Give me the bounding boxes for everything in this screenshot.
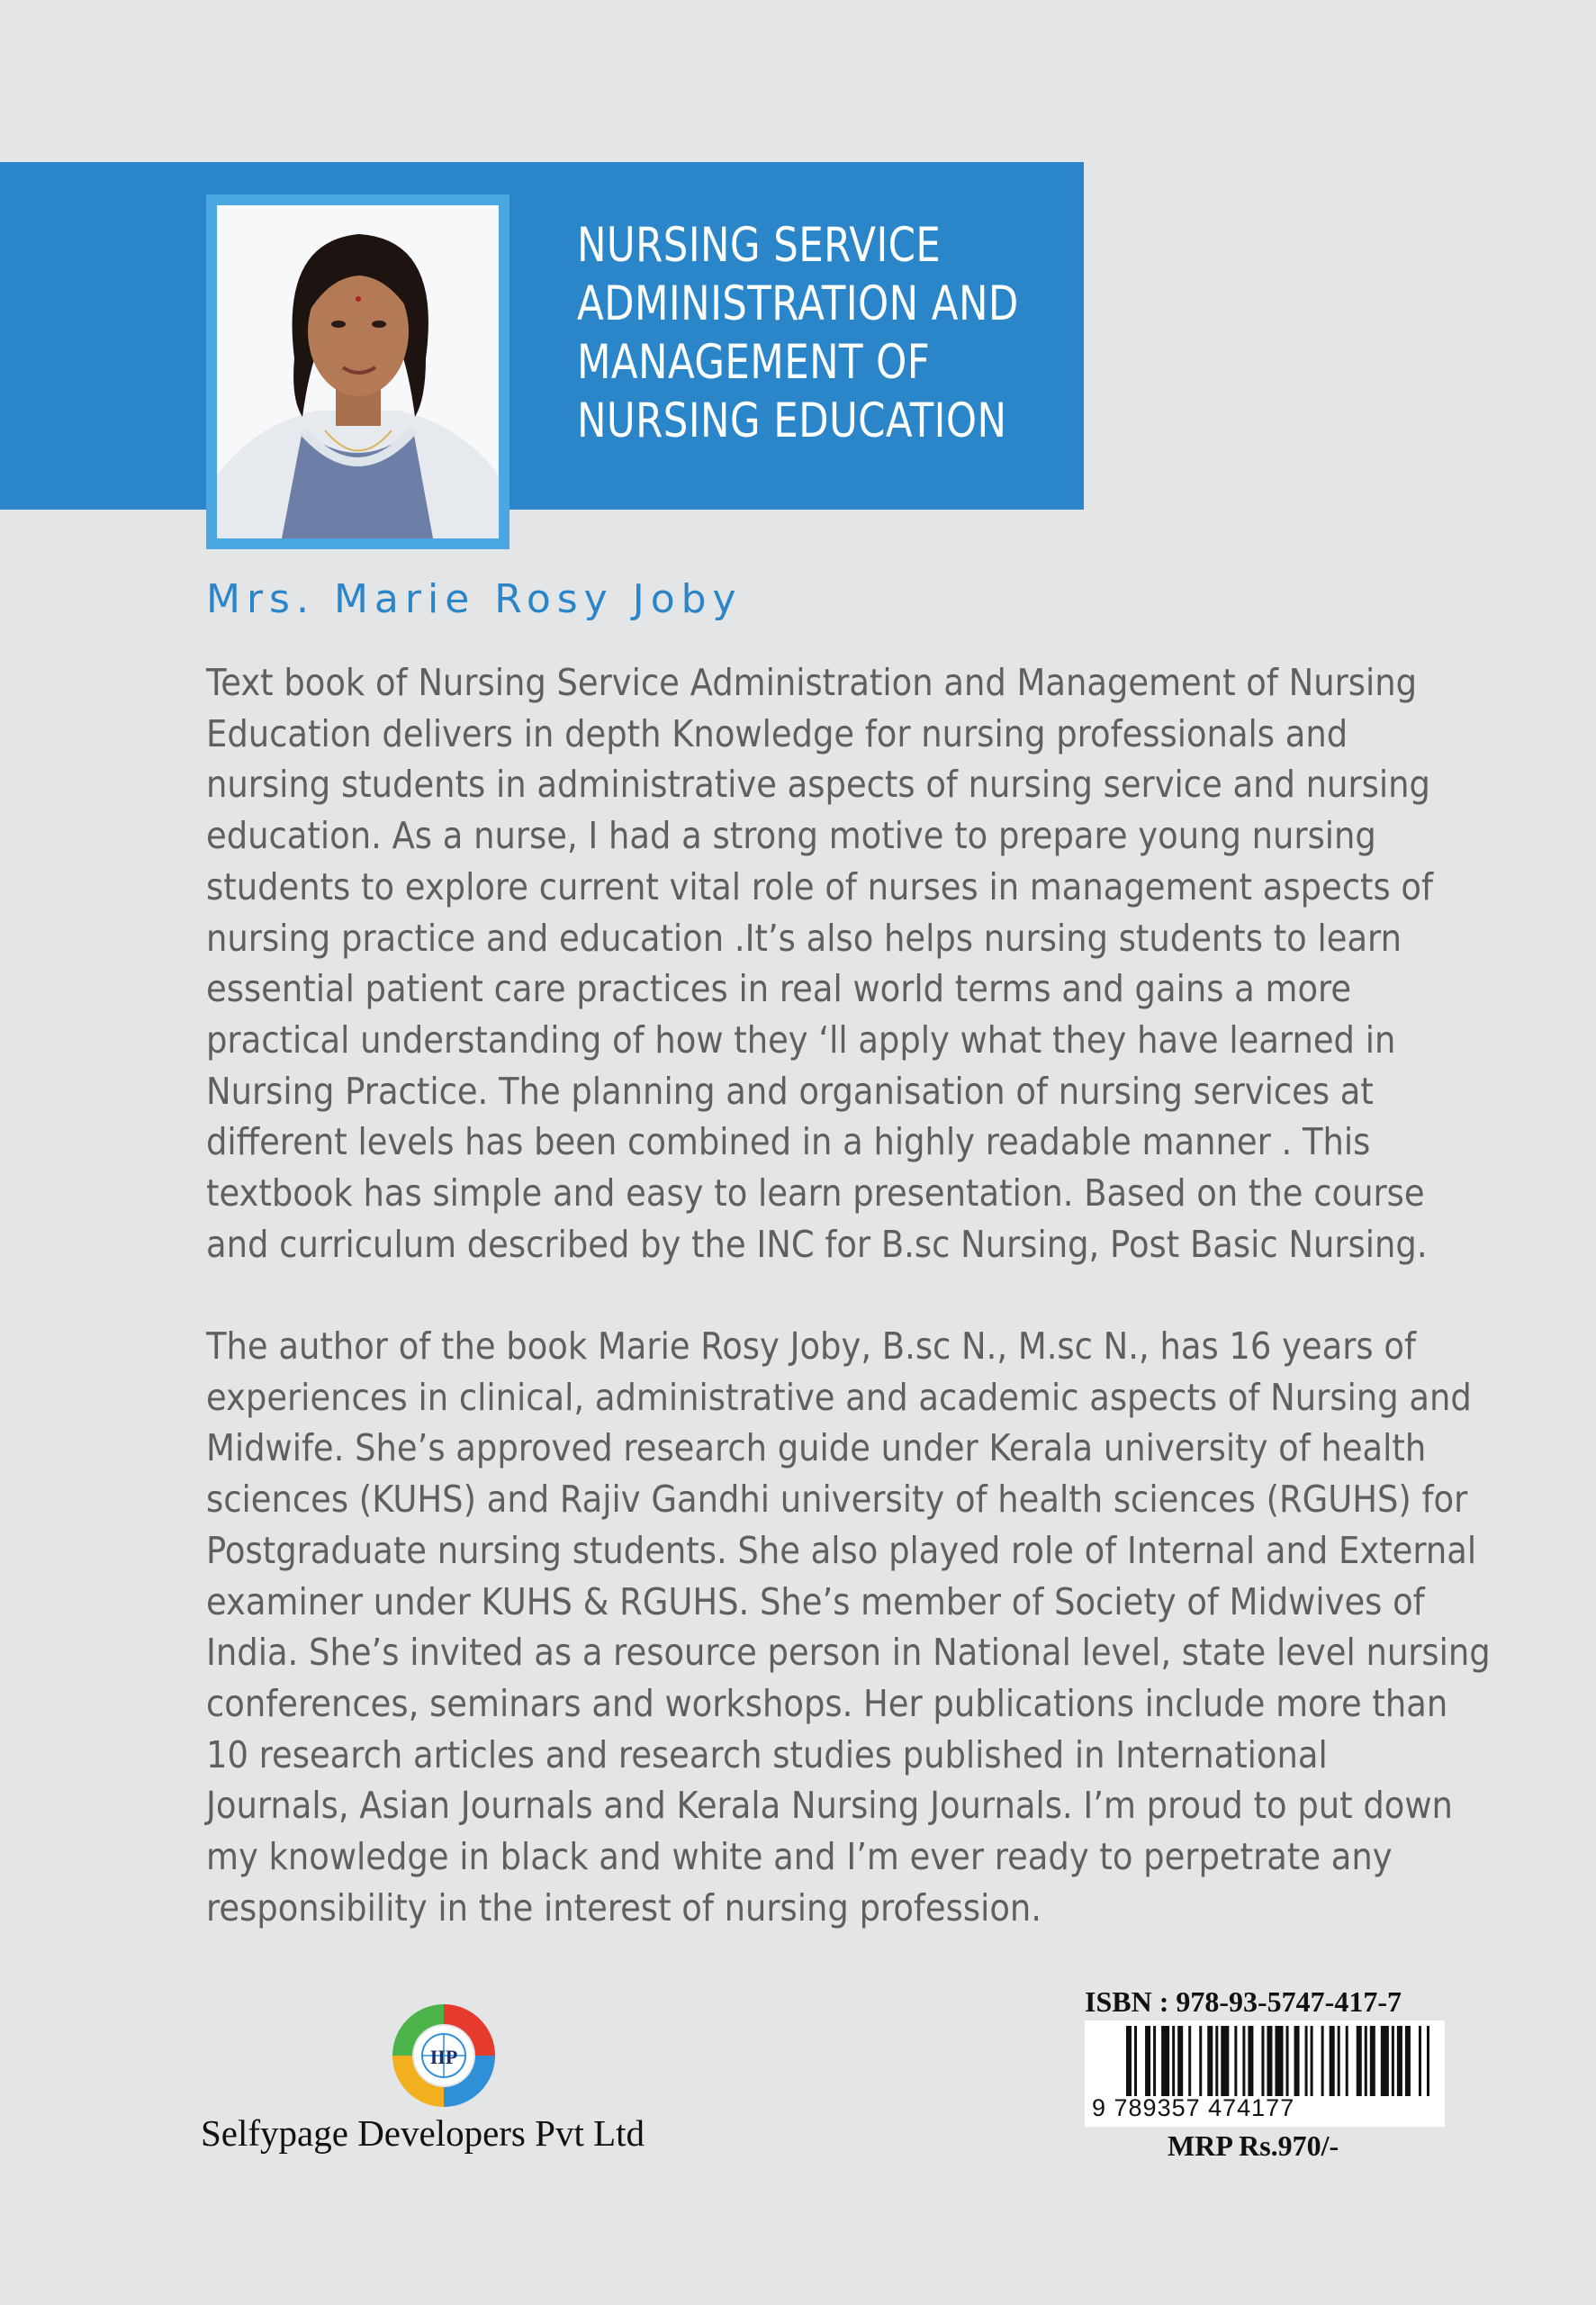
barcode-digits: 9 789357 474177 [1092, 2094, 1295, 2121]
bio-line: India. She’s invited as a resource person in National level, state level nursing [206, 1631, 1491, 1675]
author-portrait [217, 205, 499, 538]
barcode-bar [1161, 2026, 1169, 2096]
bio-line: Journals, Asian Journals and Kerala Nursing Journals. I’m proud to put down [206, 1784, 1453, 1828]
barcode-bar [1370, 2026, 1375, 2096]
book-title-line: NURSING EDUCATION [577, 393, 1007, 448]
barcode-bar [1357, 2026, 1362, 2096]
barcode-bar [1346, 2026, 1348, 2096]
bio-line: Postgraduate nursing students. She also played role of Internal and External [206, 1528, 1477, 1572]
isbn-label: ISBN : 978-93-5747-417-7 [1085, 1985, 1402, 2018]
mrp-price: MRP Rs.970/- [1168, 2129, 1339, 2162]
barcode-bar [1392, 2026, 1394, 2096]
barcode-bar [1267, 2026, 1272, 2096]
bio-line: sciences (KUHS) and Rajiv Gandhi university of health sciences (RGUHS) for [206, 1478, 1468, 1522]
barcode-bar [1275, 2026, 1283, 2096]
barcode-bar [1153, 2026, 1156, 2096]
description-line: practical understanding of how they ‘ll apply what they have learned in [206, 1017, 1396, 1062]
barcode-bar [1134, 2026, 1137, 2096]
barcode-bar [1188, 2026, 1191, 2096]
barcode-bar [1261, 2026, 1264, 2096]
barcode-bar [1381, 2026, 1389, 2096]
barcode-bar [1145, 2026, 1150, 2096]
barcode-bars [1126, 2026, 1432, 2096]
bio-line: my knowledge in black and white and I’m ever ready to perpetrate any [206, 1835, 1393, 1879]
description-line: Nursing Practice. The planning and organisation of nursing services at [206, 1069, 1374, 1113]
barcode-bar [1321, 2026, 1324, 2096]
barcode-bar [1365, 2026, 1367, 2096]
description-line: nursing students in administrative aspects of nursing service and nursing [206, 763, 1430, 807]
bio-line: examiner under KUHS & RGUHS. She’s member of Society of Midwives of [206, 1579, 1425, 1623]
bio-line: responsibility in the interest of nursing profession. [206, 1885, 1042, 1930]
barcode-bar [1305, 2026, 1308, 2096]
book-description [206, 657, 1433, 1270]
author-bio [206, 1321, 1491, 1933]
bio-line: Midwife. She’s approved research guide under Kerala university of health [206, 1426, 1427, 1470]
barcode-bar [1330, 2026, 1335, 2096]
description-line: students to explore current vital role of nurses in management aspects of [206, 864, 1433, 908]
description-line: different levels has been combined in a highly readable manner . This [206, 1120, 1371, 1164]
publisher-logo-icon [385, 1997, 502, 2114]
barcode-bar [1242, 2026, 1245, 2096]
bio-line: The author of the book Marie Rosy Joby, B.sc N., M.sc N., has 16 years of [206, 1324, 1416, 1368]
barcode-bar [1177, 2026, 1183, 2096]
logo-text: IIP [429, 2046, 458, 2068]
description-line: and curriculum described by the INC for B.sc Nursing, Post Basic Nursing. [206, 1222, 1428, 1266]
author-photo-frame [206, 194, 509, 549]
barcode-bar [1172, 2026, 1175, 2096]
book-title [577, 216, 1063, 450]
book-title-line: NURSING SERVICE [577, 218, 942, 273]
description-line: textbook has simple and easy to learn presentation. Based on the course [206, 1171, 1425, 1216]
description-line: essential patient care practices in real world terms and gains a more [206, 967, 1352, 1011]
barcode-bar [1419, 2026, 1421, 2096]
author-portrait-illustration [217, 205, 499, 538]
bio-line: conferences, seminars and workshops. Her publications include more than [206, 1681, 1448, 1725]
description-line: Education delivers in depth Knowledge for nursing professionals and [206, 711, 1348, 755]
barcode-bar [1126, 2026, 1132, 2096]
barcode-bar [1397, 2026, 1402, 2096]
description-line: education. As a nurse, I had a strong motive to prepare young nursing [206, 814, 1376, 858]
barcode-bar [1215, 2026, 1218, 2096]
author-name: Mrs. Marie Rosy Joby [206, 576, 743, 622]
bio-line: experiences in clinical, administrative and academic aspects of Nursing and [206, 1375, 1472, 1419]
description-line: nursing practice and education .It’s also helps nursing students to learn [206, 916, 1402, 960]
barcode-bar [1294, 2026, 1300, 2096]
barcode-bar [1248, 2026, 1253, 2096]
bio-line: 10 research articles and research studies published in International [206, 1732, 1328, 1776]
book-title-line: ADMINISTRATION AND [577, 276, 1019, 331]
description-line: Text book of Nursing Service Administration and Management of Nursing [206, 661, 1418, 704]
barcode-bar [1207, 2026, 1213, 2096]
book-title-line: MANAGEMENT OF [577, 335, 931, 390]
publisher-name: Selfypage Developers Pvt Ltd [201, 2112, 645, 2154]
barcode-bar [1338, 2026, 1340, 2096]
barcode-bar [1234, 2026, 1237, 2096]
barcode-bar [1427, 2026, 1429, 2096]
barcode-bar [1286, 2026, 1289, 2096]
barcode-bar [1199, 2026, 1202, 2096]
barcode-bar [1405, 2026, 1411, 2096]
barcode-bar [1221, 2026, 1229, 2096]
isbn-barcode [1085, 2020, 1445, 2127]
barcode-bar [1311, 2026, 1313, 2096]
